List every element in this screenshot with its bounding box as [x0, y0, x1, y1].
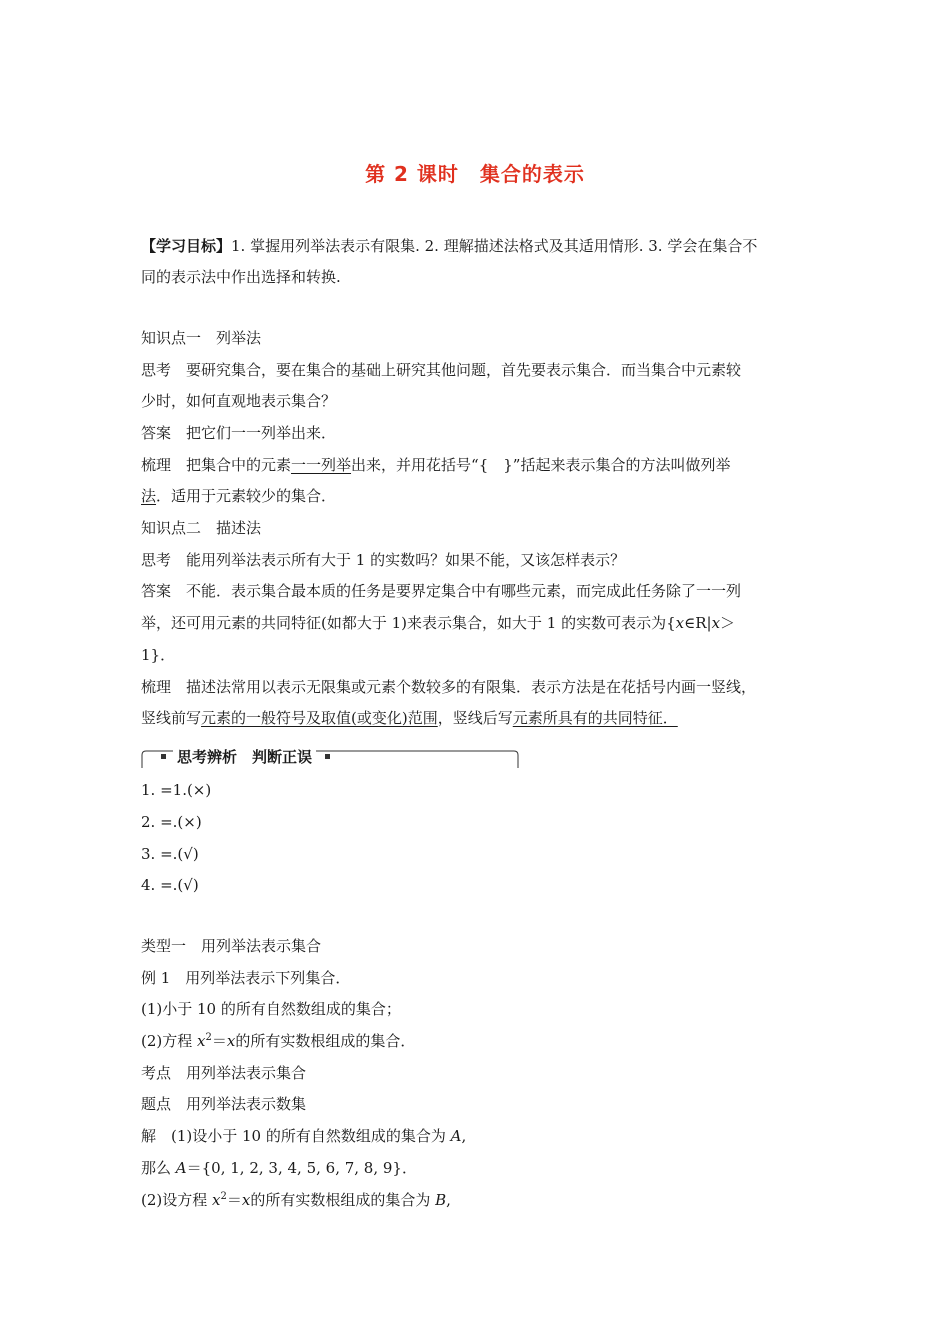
- solution-line-1: 解 (1)设小于 10 的所有自然数组成的集合为 A,: [141, 1127, 467, 1145]
- kp1-think-line-1: 思考 要研究集合，要在集合的基础上研究其他问题，首先要表示集合．而当集合中元素较: [141, 361, 742, 379]
- kp1-think-line-2: 少时，如何直观地表示集合？: [141, 392, 337, 410]
- kp2-summary-line-1: 梳理 描述法常用以表示无限集或元素个数较多的有限集．表示方法是在花括号内画一竖线，: [141, 678, 757, 696]
- example-1-q2: (2)方程 $x^2=x$的所有实数根组成的集合．: [141, 1032, 416, 1050]
- learning-goals-line-1: 【学习目标】1. 掌握用列举法表示有限集. 2. 理解描述法格式及其适用情形. 3. 学会在集合不: [141, 237, 758, 255]
- kp2-answer-line-1: 答案 不能．表示集合最本质的任务是要界定集合中有哪些元素，而完成此任务除了一一列: [141, 582, 742, 600]
- page-title: 第 2 课时 集合的表示: [365, 162, 585, 186]
- underlined-term: 元素的一般符号及取值(或变化)范围: [201, 709, 438, 727]
- kp2-answer-line-2: 举，还可用元素的共同特征(如都大于 1)来表示集合，如大于 1 的实数可表示为{x∈R|x＞: [141, 614, 736, 632]
- banner-title: 思考辨析 判断正误: [173, 747, 316, 767]
- learning-goals-line-2: 同的表示法中作出选择和转换.: [141, 268, 341, 286]
- knowledge-point-1-heading: 知识点一 列举法: [141, 329, 262, 347]
- kp1-answer: 答案 把它们一一列举出来．: [141, 424, 337, 442]
- example-1: 例 1 用列举法表示下列集合．: [141, 969, 351, 987]
- judgment-item: 3. =.(√): [141, 845, 199, 863]
- tidian: 题点 用列举法表示数集: [141, 1095, 307, 1113]
- kp2-answer-line-3: 1}．: [141, 646, 176, 664]
- underlined-term: 元素所具有的共同特征．: [512, 709, 678, 727]
- judgment-item: 2. =.(×): [141, 813, 202, 831]
- underlined-term: 一一列举: [291, 456, 352, 474]
- judgment-item: 1. =1.(×): [141, 781, 212, 799]
- kp2-think: 思考 能用列举法表示所有大于 1 的实数吗？如果不能，又该怎样表示？: [141, 551, 626, 569]
- judgment-item: 4. =.(√): [141, 876, 199, 894]
- example-1-q1: (1)小于 10 的所有自然数组成的集合；: [141, 1000, 401, 1018]
- learning-goals-label: 【学习目标】: [141, 237, 232, 255]
- kp1-summary-line-2: 法．适用于元素较少的集合．: [141, 487, 337, 505]
- kp2-summary-line-2: 竖线前写元素的一般符号及取值(或变化)范围，竖线后写元素所具有的共同特征．: [141, 709, 678, 727]
- solution-line-2: 那么 A＝{0, 1, 2, 3, 4, 5, 6, 7, 8, 9}．: [141, 1159, 417, 1177]
- underlined-term: 法: [141, 487, 157, 505]
- kaodian: 考点 用列举法表示集合: [141, 1064, 307, 1082]
- solution-line-3: (2)设方程 $x^2=x$的所有实数根组成的集合为 B,: [141, 1191, 451, 1209]
- type-1-heading: 类型一 用列举法表示集合: [141, 937, 322, 955]
- knowledge-point-2-heading: 知识点二 描述法: [141, 519, 262, 537]
- section-banner: [141, 747, 519, 769]
- kp1-summary-line-1: 梳理 把集合中的元素一一列举出来，并用花括号“{ }”括起来表示集合的方法叫做列举: [141, 456, 731, 474]
